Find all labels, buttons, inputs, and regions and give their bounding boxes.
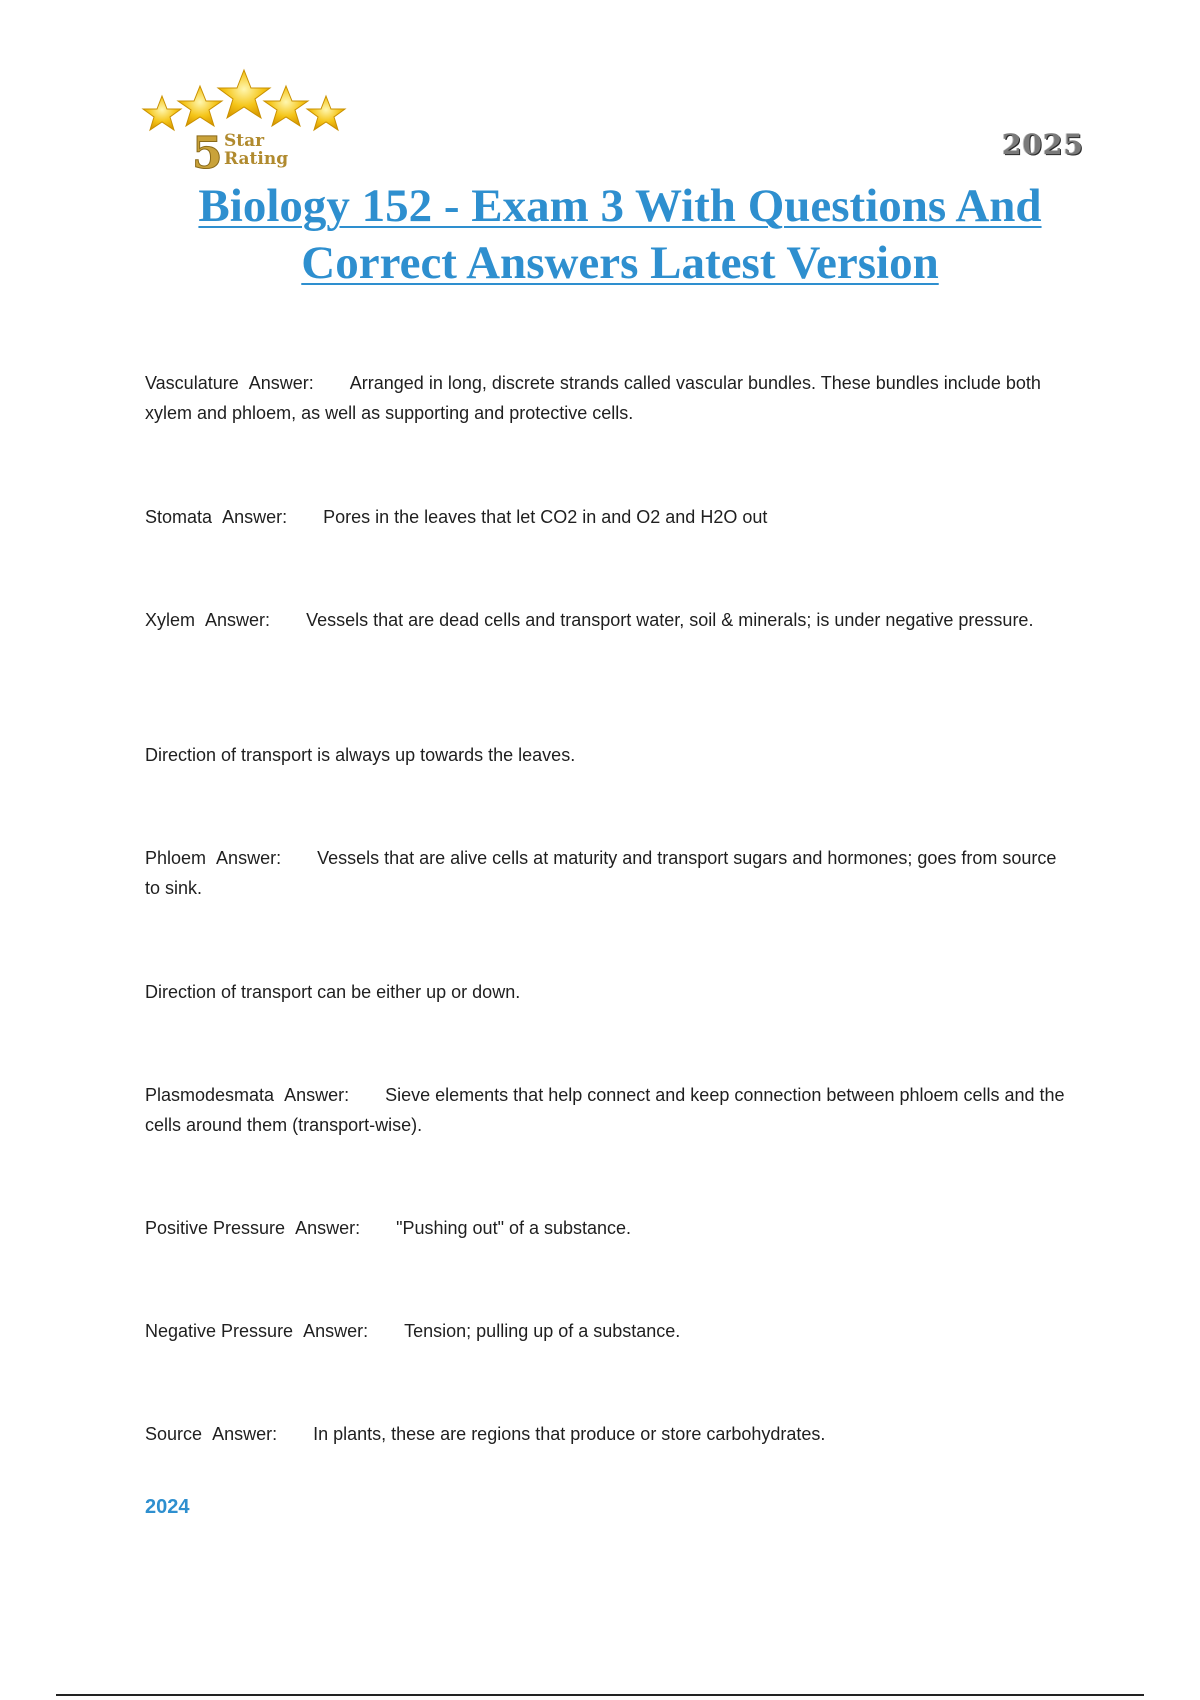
entry-text: Vessels that are alive cells at maturity and transport sugars and hormones; goes from source to sink.	[145, 848, 1057, 898]
entry-source	[145, 1419, 1065, 1449]
entry-text: "Pushing out" of a substance.	[396, 1218, 632, 1238]
footer-year: 2024	[145, 1496, 190, 1518]
entry-answer-label: Answer:	[248, 373, 314, 393]
entry-vasculature	[145, 368, 1065, 428]
entry-answer-label: Answer:	[284, 1085, 350, 1105]
entry-term: Source	[145, 1424, 203, 1444]
entry-answer-label: Answer:	[222, 507, 288, 527]
entry-phloem-direction	[145, 977, 1065, 1007]
entry-text: Direction of transport can be either up or down.	[145, 982, 521, 1002]
five-star-rating-logo	[140, 64, 360, 174]
logo-digit: 5	[192, 128, 223, 174]
entry-plasmodesmata	[145, 1080, 1065, 1140]
entry-term: Negative Pressure	[145, 1321, 294, 1341]
entry-term: Phloem	[145, 848, 207, 868]
entry-answer-label: Answer:	[295, 1218, 361, 1238]
entry-text: Arranged in long, discrete strands called vascular bundles. These bundles include both xylem and phloem, as well as supporting and protective cells.	[145, 373, 1041, 423]
entry-text: Direction of transport is always up towards the leaves.	[145, 745, 576, 765]
entry-negative-pressure	[145, 1316, 1065, 1346]
entry-answer-label: Answer:	[205, 610, 271, 630]
entry-xylem-direction	[145, 740, 1065, 770]
entry-term: Vasculature	[145, 373, 239, 393]
document-title: Biology 152 - Exam 3 With Questions And Correct Answers Latest Version	[198, 180, 1042, 289]
entry-term: Stomata	[145, 507, 213, 527]
entry-stomata	[145, 502, 1065, 532]
entry-positive-pressure	[145, 1213, 1065, 1243]
logo-line-1: Star	[224, 131, 265, 151]
entry-phloem	[145, 843, 1065, 903]
entry-text: In plants, these are regions that produce or store carbohydrates.	[313, 1424, 826, 1444]
entry-xylem	[145, 605, 1065, 635]
entry-text: Pores in the leaves that let CO2 in and O2 and H2O out	[323, 507, 768, 527]
entry-term: Plasmodesmata	[145, 1085, 275, 1105]
entry-answer-label: Answer:	[216, 848, 282, 868]
entry-answer-label: Answer:	[212, 1424, 278, 1444]
entry-text: Tension; pulling up of a substance.	[404, 1321, 681, 1341]
entry-text: Vessels that are dead cells and transport water, soil & minerals; is under negative pressure.	[306, 610, 1034, 630]
year-badge: 2025	[1002, 128, 1084, 161]
logo-line-2: Rating	[224, 149, 289, 169]
footer-divider	[56, 1694, 1144, 1696]
star-icon	[140, 64, 360, 174]
entry-text: Sieve elements that help connect and keep connection between phloem cells and the cells around them (transport-wise).	[145, 1085, 1065, 1135]
entry-term: Positive Pressure	[145, 1218, 286, 1238]
entry-term: Xylem	[145, 610, 196, 630]
entry-answer-label: Answer:	[303, 1321, 369, 1341]
